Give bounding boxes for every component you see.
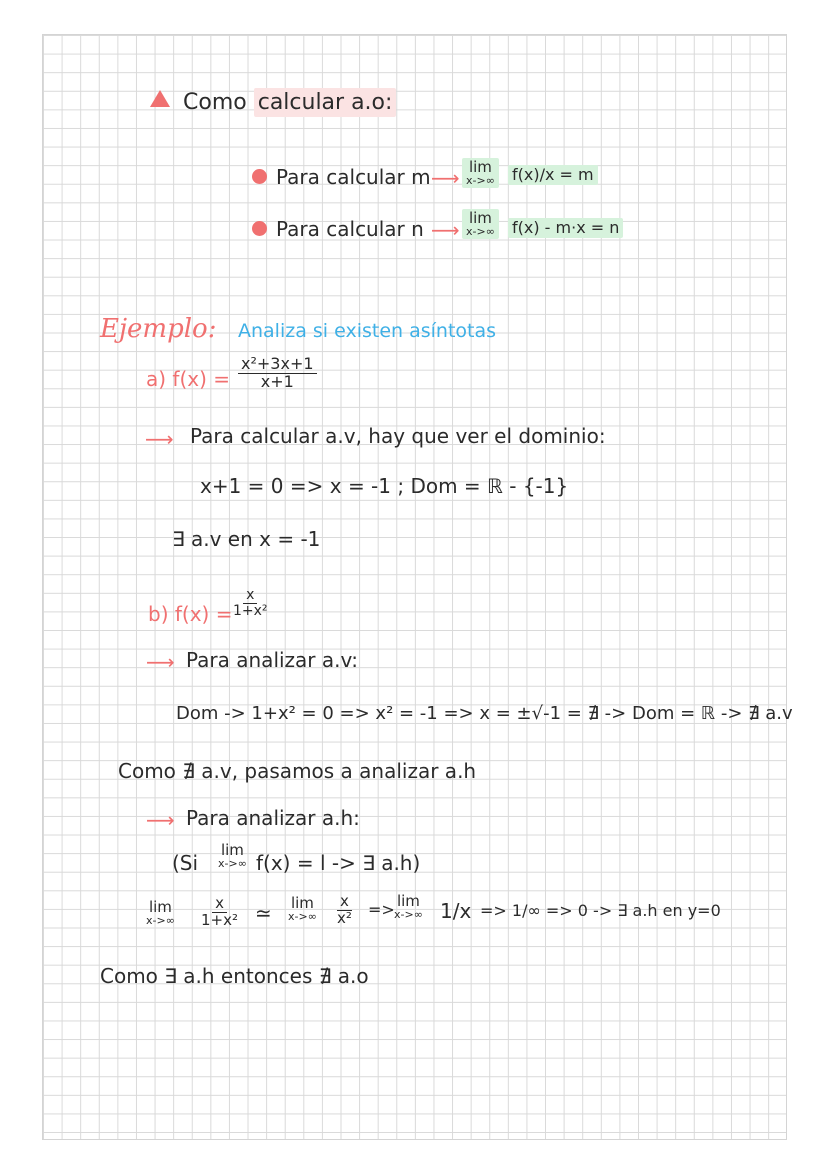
rule-n-expr: f(x) - m·x = n bbox=[508, 218, 623, 238]
fraction-numerator: x bbox=[243, 588, 257, 604]
fraction-numerator: x bbox=[337, 894, 352, 911]
rule-m-label: Para calcular m bbox=[276, 165, 431, 189]
calc-approx: ≃ bbox=[255, 901, 272, 925]
fraction-denominator: x+1 bbox=[260, 371, 294, 391]
part-a-step3: ∃ a.v en x = -1 bbox=[172, 527, 321, 551]
fraction-numerator: x²+3x+1 bbox=[238, 356, 317, 374]
lim-subscript: x->∞ bbox=[288, 910, 317, 923]
part-a-step2: x+1 = 0 => x = -1 ; Dom = ℝ - {-1} bbox=[200, 474, 569, 498]
part-b-step1: Para analizar a.v: bbox=[186, 648, 358, 672]
bullet-dot-icon bbox=[252, 169, 267, 184]
part-a-step1: Para calcular a.v, hay que ver el dominio: bbox=[190, 424, 606, 448]
calc-limit-1 bbox=[146, 900, 175, 926]
title-highlight: calcular a.o: bbox=[254, 88, 397, 117]
arrow-right-icon: ⟶ bbox=[431, 218, 460, 242]
arrow-right-icon: ⟶ bbox=[145, 427, 174, 451]
arrow-right-icon: ⟶ bbox=[146, 808, 175, 832]
rule-m-limit bbox=[462, 158, 499, 188]
calc-fraction-2 bbox=[334, 894, 355, 927]
lim-subscript: x->∞ bbox=[394, 908, 423, 921]
rule-n-label: Para calcular n bbox=[276, 217, 424, 241]
fraction-denominator: x² bbox=[337, 908, 352, 927]
part-b-step5-pre: (Si bbox=[172, 851, 199, 875]
part-a-label bbox=[146, 369, 230, 389]
calc-implies-1: => bbox=[368, 900, 395, 919]
lim-subscript: x->∞ bbox=[466, 225, 495, 238]
arrow-right-icon: ⟶ bbox=[146, 650, 175, 674]
part-b-function: b) f(x) = bbox=[148, 602, 233, 626]
fraction-numerator: x bbox=[212, 896, 227, 913]
fraction-denominator: 1+x² bbox=[233, 602, 268, 619]
rule-m-expr: f(x)/x = m bbox=[508, 165, 598, 185]
section-title bbox=[183, 92, 396, 114]
part-a-function: a) f(x) = bbox=[146, 367, 231, 391]
bullet-dot-icon bbox=[252, 221, 267, 236]
triangle-bullet-icon bbox=[150, 90, 170, 107]
part-b-step5-post: f(x) = l -> ∃ a.h) bbox=[256, 851, 421, 875]
lim-subscript: x->∞ bbox=[466, 174, 495, 187]
lim-text: lim bbox=[220, 841, 244, 859]
calc-fraction-1 bbox=[198, 896, 241, 929]
lim-subscript: x->∞ bbox=[146, 914, 175, 927]
rule-n-limit bbox=[462, 209, 499, 239]
example-heading: Ejemplo: bbox=[100, 314, 217, 344]
calc-limit-3 bbox=[394, 894, 423, 920]
calc-result: => 1/∞ => 0 -> ∃ a.h en y=0 bbox=[480, 901, 721, 920]
fraction-denominator: 1+x² bbox=[201, 910, 239, 929]
part-b-fraction bbox=[230, 588, 271, 618]
conclusion: Como ∃ a.h entonces ∄ a.o bbox=[100, 964, 369, 988]
lim-text: lim bbox=[396, 892, 420, 910]
part-b-step2: Dom -> 1+x² = 0 => x² = -1 => x = ±√-1 = ∄ -> Dom = ℝ -> ∄ a.v bbox=[176, 703, 793, 724]
lim-text: lim bbox=[468, 209, 492, 227]
lim-text: lim bbox=[468, 158, 492, 176]
calc-fraction-3: 1/x bbox=[440, 899, 472, 923]
part-b-step4: Para analizar a.h: bbox=[186, 806, 360, 830]
part-b-label bbox=[148, 604, 232, 624]
part-a-fraction bbox=[238, 356, 317, 391]
part-b-step5-limit bbox=[218, 843, 247, 869]
lim-text: lim bbox=[290, 894, 314, 912]
calc-limit-2 bbox=[288, 896, 317, 922]
section-title-text: Como calcular a.o: bbox=[183, 88, 396, 117]
lim-text: lim bbox=[148, 898, 172, 916]
example-intro: Analiza si existen asíntotas bbox=[238, 320, 497, 342]
part-b-step3: Como ∄ a.v, pasamos a analizar a.h bbox=[118, 759, 477, 783]
arrow-right-icon: ⟶ bbox=[431, 166, 460, 190]
lim-subscript: x->∞ bbox=[218, 857, 247, 870]
